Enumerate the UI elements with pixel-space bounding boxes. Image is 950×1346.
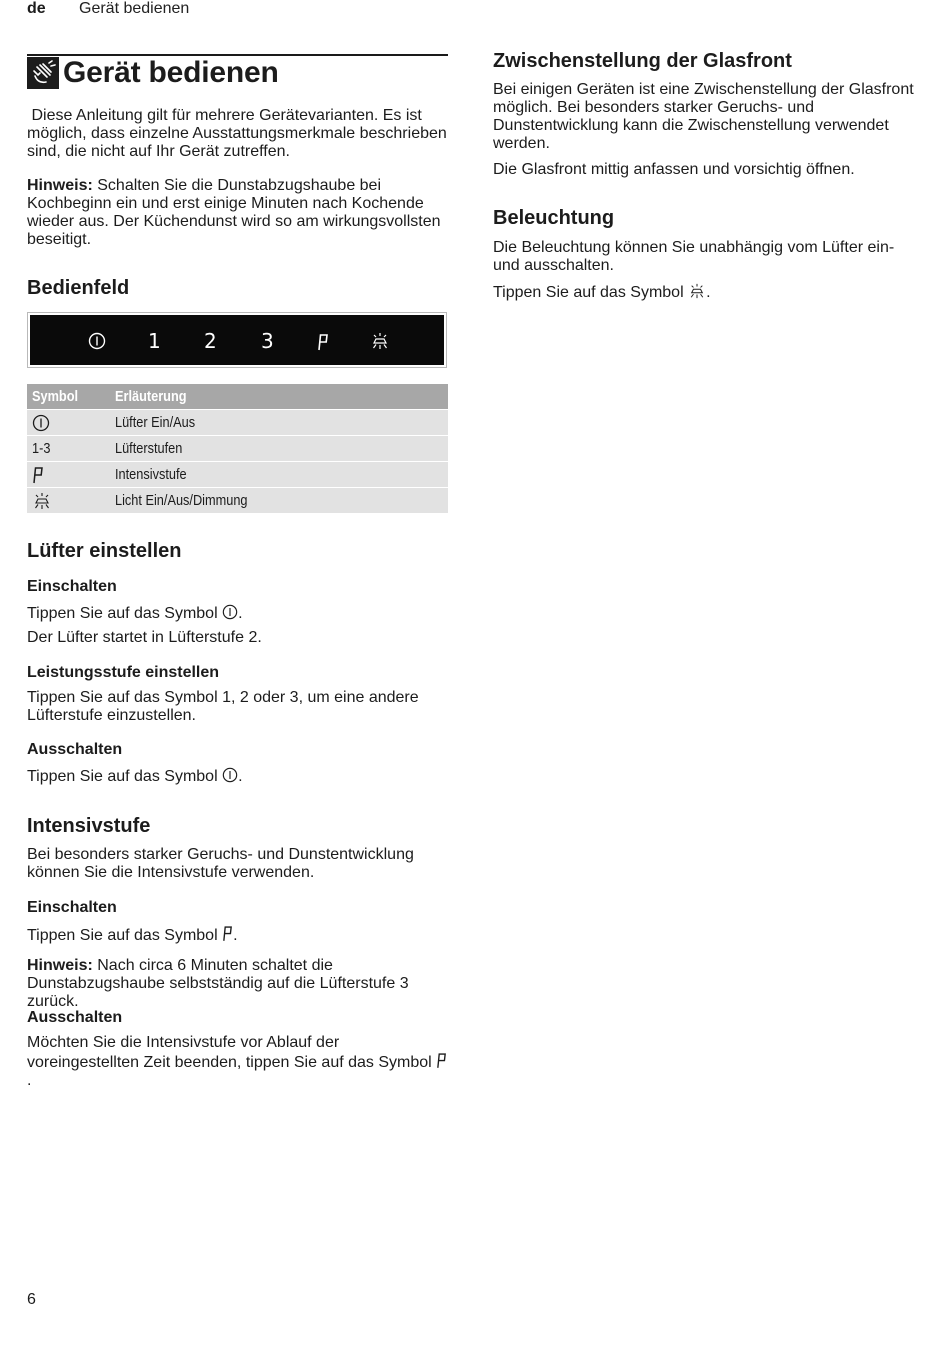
intensiv-intro: Bei besonders starker Geruchs- und Dunstentwicklung können Sie die Intensivstufe verwenden. <box>27 846 414 881</box>
hinweis-label: Hinweis: <box>27 957 93 974</box>
beleuchtung-text-2: Tippen Sie auf das Symbol . <box>493 284 711 301</box>
intensiv-ausschalten-text: Möchten Sie die Intensivstufe vor Ablauf der voreingestellten Zeit beenden, tippen Sie auf das Symbol . <box>27 1034 448 1090</box>
control-panel <box>27 312 447 368</box>
legend-text: Intensivstufe <box>115 466 187 483</box>
hand-operating-icon <box>27 57 59 89</box>
intensiv-einschalten-text: Tippen Sie auf das Symbol . <box>27 927 238 944</box>
beleuchtung-text-1: Die Beleuchtung können Sie unabhängig vom Lüfter ein- und ausschalten. <box>493 239 895 274</box>
panel-light-icon <box>370 331 390 355</box>
leistung-text: Tippen Sie auf das Symbol 1, 2 oder 3, um eine andere Lüfterstufe einzustellen. <box>27 689 419 724</box>
panel-level-2: 2 <box>204 329 217 353</box>
legend-header-symbol: Symbol <box>32 388 79 405</box>
beleuchtung-heading: Beleuchtung <box>493 207 615 229</box>
hinweis-label: Hinweis: <box>27 177 93 194</box>
bedienfeld-heading: Bedienfeld <box>27 277 130 299</box>
power-icon <box>27 413 115 431</box>
power-icon <box>222 767 238 783</box>
light-icon <box>688 283 706 299</box>
panel-intensive-p-icon <box>317 332 329 356</box>
luefter-ausschalten-text: Tippen Sie auf das Symbol . <box>27 768 243 785</box>
light-icon <box>27 491 115 509</box>
intensiv-ausschalten-heading: Ausschalten <box>27 1009 123 1026</box>
legend-text: Licht Ein/Aus/Dimmung <box>115 492 248 509</box>
page-title: Gerät bedienen <box>63 56 279 89</box>
language-code: de <box>27 0 46 17</box>
luefter-heading: Lüfter einstellen <box>27 540 182 562</box>
intensive-p-icon <box>27 465 115 483</box>
legend-text: Lüfter Ein/Aus <box>115 414 196 431</box>
glasfront-text-2: Die Glasfront mittig anfassen und vorsichtig öffnen. <box>493 161 855 178</box>
leistung-heading: Leistungsstufe einstellen <box>27 664 220 681</box>
panel-level-1: 1 <box>148 329 161 353</box>
intensive-p-icon <box>222 925 233 942</box>
glasfront-heading: Zwischenstellung der Glasfront <box>493 50 792 72</box>
luefter-einschalten-text: Tippen Sie auf das Symbol . <box>27 605 243 622</box>
legend-header-explanation: Erläuterung <box>115 388 187 405</box>
table-row <box>27 435 448 461</box>
intensiv-einschalten-heading: Einschalten <box>27 899 117 916</box>
symbol-legend-table <box>27 384 448 513</box>
luefter-start-text: Der Lüfter startet in Lüfterstufe 2. <box>27 629 262 646</box>
luefter-ausschalten-heading: Ausschalten <box>27 741 123 758</box>
header-section-title: Gerät bedienen <box>79 0 190 17</box>
glasfront-text-1: Bei einigen Geräten ist eine Zwischenstellung der Glasfront möglich. Bei besonders starker Geruchs- und Dunstentwicklung kann die Zwischenstellung verwendet werden. <box>493 81 914 152</box>
panel-level-3: 3 <box>261 329 274 353</box>
legend-text: Lüfterstufen <box>115 440 183 457</box>
luefter-einschalten-heading: Einschalten <box>27 578 117 595</box>
panel-power-icon <box>88 331 106 355</box>
page-number: 6 <box>27 1291 36 1308</box>
legend-header-row <box>27 384 448 409</box>
intensiv-hinweis <box>27 957 448 1011</box>
main-title-block <box>27 54 448 90</box>
table-row <box>27 461 448 487</box>
power-icon <box>222 604 238 620</box>
hinweis-paragraph <box>27 177 448 249</box>
table-row <box>27 487 448 513</box>
intro-paragraph: Diese Anleitung gilt für mehrere Gerätevarianten. Es ist möglich, dass einzelne Ausstattungsmerkmale beschrieben sind, die nicht auf Ihr Gerät zutreffen. <box>27 107 447 160</box>
intensiv-heading: Intensivstufe <box>27 815 151 837</box>
hinweis-text: Schalten Sie die Dunstabzugshaube bei Kochbeginn ein und erst einige Minuten nach Kochende wieder aus. Der Küchendunst wird so am wirkungsvollsten beseitigt. <box>27 177 441 248</box>
legend-symbol-text: 1-3 <box>32 440 51 457</box>
hinweis-text: Nach circa 6 Minuten schaltet die Dunstabzugshaube selbstständig auf die Lüfterstufe 3 zurück. <box>27 957 409 1010</box>
table-row <box>27 409 448 435</box>
intensive-p-icon <box>436 1052 447 1069</box>
